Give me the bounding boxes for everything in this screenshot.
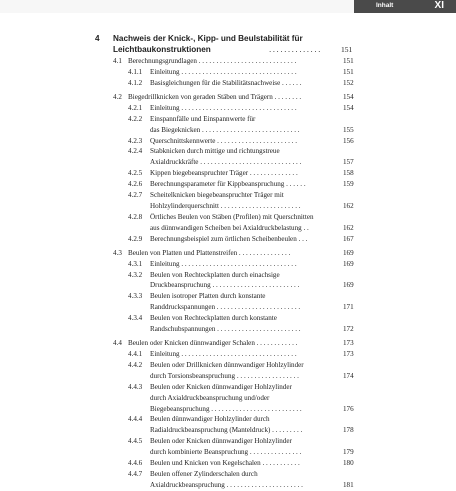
toc-entry-continuation xyxy=(0,480,456,491)
toc-entry-title: Beulen oder Drillknicken dünnwandiger Hohlzylinder xyxy=(150,360,304,369)
toc-entry-page: 169 xyxy=(343,281,354,290)
toc-entry-title: durch Axialdruckbeanspruchung und/oder xyxy=(150,393,270,402)
toc-entry-number: 4.4.3 xyxy=(128,382,143,391)
toc-entry-number: 4.3 xyxy=(113,248,122,257)
toc-entry-title: Querschnittskennwerte . . . . . . . . . . . . . . . . . . . . . . . xyxy=(150,136,297,145)
toc-entry-number: 4.4.6 xyxy=(128,459,143,467)
toc-entry-number: 4.2.9 xyxy=(128,234,143,243)
toc-entry-title: Druckbeanspruchung . . . . . . . . . . . . . . . . . . . . . . . . . xyxy=(150,281,300,290)
toc-entry-continuation xyxy=(0,125,456,136)
toc-entry-title: Berechnungsgrundlagen . . . . . . . . . . . . . . . . . . . . . . . . . . . . xyxy=(128,57,297,65)
toc-entry-page: 176 xyxy=(343,404,354,413)
toc-entry-number: 4.3.3 xyxy=(128,292,143,301)
toc-entry-continuation xyxy=(0,223,456,234)
toc-entry-page: 169 xyxy=(343,259,354,268)
toc-subsection-entry xyxy=(0,360,456,371)
toc-entry-title: Beulen von Rechteckplatten durch einachsige xyxy=(150,270,280,279)
chapter-number: 4 xyxy=(95,34,100,43)
toc-entry-page: 157 xyxy=(343,158,354,167)
toc-entry-title: durch Torsionsbeanspruchung . . . . . . . . . . . . . . . . . . xyxy=(150,371,299,380)
toc-entry-title: Beulen dünnwandiger Hohlzylinder durch xyxy=(150,415,270,424)
toc-entry-continuation xyxy=(0,302,456,313)
toc-entry-number: 4.1.2 xyxy=(128,78,143,87)
toc-subsection-entry xyxy=(0,168,456,179)
toc-entry-number: 4.2.5 xyxy=(128,169,143,178)
toc-entry-title: Scheitelknicken biegebeanspruchter Träger mit xyxy=(150,191,284,199)
toc-entry-title: Beulen von Rechteckplatten durch konstante xyxy=(150,314,277,323)
toc-entry-title: Einleitung . . . . . . . . . . . . . . . . . . . . . . . . . . . . . . . . . xyxy=(150,67,297,76)
toc-entry-number: 4.2 xyxy=(113,92,122,101)
toc-entry-page: 169 xyxy=(343,248,354,257)
toc-entry-title: Beulen und Knicken von Kegelschalen . . . . . . . . . . . xyxy=(150,459,300,467)
toc-section-entry xyxy=(0,248,456,259)
header-page-number: XI xyxy=(434,0,444,11)
toc-subsection-entry xyxy=(0,234,456,245)
toc-entry-page: 155 xyxy=(343,125,354,134)
toc-entry-title: Einspannfälle und Einspannwerte für xyxy=(150,114,256,123)
toc-subsection-entry xyxy=(0,103,456,114)
toc-subsection-entry xyxy=(0,212,456,223)
toc-subsection-entry xyxy=(0,190,456,201)
toc-entry-title: Randdruckspannungen . . . . . . . . . . . . . . . . . . . . . . . . xyxy=(150,303,301,312)
toc-subsection-entry xyxy=(0,136,456,147)
chapter-title-line1: Nachweis der Knick-, Kipp- und Beulstabilität für xyxy=(113,34,303,43)
toc-entry-title: Stabknicken durch mittige und richtungstreue xyxy=(150,147,280,156)
toc-entry-title: Basisgleichungen für die Stabilitätsnachweise . . . . . . xyxy=(150,78,302,87)
toc-entry-title: Biegebeanspruchung . . . . . . . . . . . . . . . . . . . . . . . . . . xyxy=(150,404,302,413)
toc-entry-page: 178 xyxy=(343,426,354,435)
toc-entry-page: 151 xyxy=(343,57,354,65)
toc-subsection-entry xyxy=(0,349,456,360)
chapter-page: 151 xyxy=(341,44,353,54)
toc-entry-number: 4.4 xyxy=(113,339,122,348)
toc-subsection-entry xyxy=(0,291,456,302)
toc-section-entry xyxy=(0,338,456,349)
toc-entry-title: Radialdruckbeanspruchung (Manteldruck) . . . . . . . . . xyxy=(150,426,303,435)
toc-subsection-entry xyxy=(0,469,456,480)
toc-entry-number: 4.1.1 xyxy=(128,67,143,76)
toc-entry-page: 179 xyxy=(343,448,354,457)
toc-entry-page: 162 xyxy=(343,223,354,232)
toc-subsection-entry xyxy=(0,259,456,270)
toc-entry-page: 167 xyxy=(343,234,354,243)
toc-entry-page: 152 xyxy=(343,78,354,87)
toc-entry-number: 4.2.8 xyxy=(128,212,143,221)
toc-entry-title: das Biegeknicken . . . . . . . . . . . . . . . . . . . . . . . . . . . . xyxy=(150,125,300,134)
toc-entry-page: 158 xyxy=(343,169,354,178)
toc-entry-continuation xyxy=(0,447,456,458)
toc-entry-title: Hohlzylinderquerschnitt . . . . . . . . . . . . . . . . . . . . . . . xyxy=(150,201,301,210)
toc-entry-page: 172 xyxy=(343,325,354,333)
toc-entry-page: 162 xyxy=(343,201,354,210)
toc-entry-page: 173 xyxy=(343,339,354,348)
toc-entry-title: Beulen isotroper Platten durch konstante xyxy=(150,292,266,301)
toc-entry-page: 180 xyxy=(343,459,354,467)
toc-entry-continuation xyxy=(0,201,456,212)
toc-entry-title: Einleitung . . . . . . . . . . . . . . . . . . . . . . . . . . . . . . . . . xyxy=(150,103,297,112)
toc-entry-number: 4.4.5 xyxy=(128,437,143,446)
toc-entry-number: 4.3.4 xyxy=(128,314,143,323)
toc-entry-number: 4.2.6 xyxy=(128,180,143,189)
toc-entry-title: Beulen oder Knicken dünnwandiger Hohlzylinder xyxy=(150,437,292,446)
toc-subsection-entry xyxy=(0,436,456,447)
toc-entry-page: 174 xyxy=(343,371,354,380)
toc-section-entry xyxy=(0,92,456,103)
toc-entry-number: 4.4.1 xyxy=(128,350,143,358)
toc-entry-number: 4.4.4 xyxy=(128,415,143,424)
toc-entry-title: Randschubspannungen . . . . . . . . . . . . . . . . . . . . . . . . xyxy=(150,325,301,333)
toc-entry-number: 4.2.1 xyxy=(128,103,143,112)
toc-subsection-entry xyxy=(0,146,456,157)
toc-entry-continuation xyxy=(0,157,456,168)
toc-subsection-entry xyxy=(0,179,456,190)
toc-entry-title: Axialdruckkräfte . . . . . . . . . . . . . . . . . . . . . . . . . . . . . xyxy=(150,158,302,167)
toc-entry-continuation xyxy=(0,404,456,415)
toc-entry-number: 4.2.2 xyxy=(128,114,143,123)
toc-entry-page: 171 xyxy=(343,303,354,312)
toc-entry-page: 151 xyxy=(343,67,354,76)
toc-entry-continuation xyxy=(0,280,456,291)
chapter-title-line2-text: Leichtbaukonstruktionen xyxy=(113,44,211,54)
toc-entry-title: Einleitung . . . . . . . . . . . . . . . . . . . . . . . . . . . . . . . . . xyxy=(150,350,297,358)
toc-entry-continuation xyxy=(0,393,456,404)
toc-entry-title: aus dünnwandigen Scheiben bei Axialdruckbelastung . . xyxy=(150,223,309,232)
toc-subsection-entry xyxy=(0,114,456,125)
toc-entry-page: 154 xyxy=(343,103,354,112)
toc-subsection-entry xyxy=(0,458,456,469)
toc-entry-continuation xyxy=(0,371,456,382)
toc-entry-page: 156 xyxy=(343,136,354,145)
toc-entry-number: 4.2.4 xyxy=(128,147,143,156)
toc-entry-title: Beulen von Platten und Plattenstreifen . . . . . . . . . . . . . . . xyxy=(128,248,291,257)
toc-entry-title: Beulen offener Zylinderschalen durch xyxy=(150,469,258,478)
toc-entry-page: 173 xyxy=(343,350,354,358)
toc-entry-title: Beulen oder Knicken dünnwandiger Schalen . . . . . . . . . . . . xyxy=(128,339,298,348)
toc-entry-page: 159 xyxy=(343,180,354,189)
toc-entry-title: Beulen oder Knicken dünnwandiger Hohlzylinder xyxy=(150,382,292,391)
toc-entry-number: 4.1 xyxy=(113,57,122,65)
toc-entry-title: Örtliches Beulen von Stäben (Profilen) mit Querschnitten xyxy=(150,212,314,221)
toc-entry-number: 4.3.2 xyxy=(128,270,143,279)
header-label: Inhalt xyxy=(376,2,394,9)
toc-entry-page: 154 xyxy=(343,92,354,101)
toc-section-entry xyxy=(0,56,456,67)
toc-entry-title: Berechnungsbeispiel zum örtlichen Scheibenbeulen . . . xyxy=(150,234,308,243)
toc-entry-title: Einleitung . . . . . . . . . . . . . . . . . . . . . . . . . . . . . . . . . xyxy=(150,259,297,268)
toc-subsection-entry xyxy=(0,78,456,89)
toc-subsection-entry xyxy=(0,313,456,324)
toc-subsection-entry xyxy=(0,382,456,393)
toc-entry-page: 181 xyxy=(343,480,354,489)
toc-entry-title: Biegedrillknicken von geraden Stäben und Trägern . . . . . . . . xyxy=(128,92,302,101)
toc-entry-title: Kippen biegebeanspruchter Träger . . . . . . . . . . . . . . xyxy=(150,169,298,178)
toc-entry-number: 4.4.2 xyxy=(128,360,143,369)
chapter-leader-dots: .............. xyxy=(269,44,322,54)
toc-entry-number: 4.3.1 xyxy=(128,259,143,268)
toc-subsection-entry xyxy=(0,414,456,425)
toc-entry-continuation xyxy=(0,324,456,335)
toc-entry-number: 4.2.3 xyxy=(128,136,143,145)
toc-entry-number: 4.2.7 xyxy=(128,191,143,199)
toc-entry-continuation xyxy=(0,425,456,436)
toc-entry-title: Axialdruckbeanspruchung . . . . . . . . . . . . . . . . . . . . . . xyxy=(150,480,303,489)
toc-subsection-entry xyxy=(0,67,456,78)
toc-subsection-entry xyxy=(0,270,456,281)
toc-entry-title: Berechnungsparameter für Kippbeanspruchung . . . . . . xyxy=(150,180,306,189)
toc-entry-number: 4.4.7 xyxy=(128,469,143,478)
toc-entry-title: durch kombinierte Beanspruchung . . . . . . . . . . . . . . . xyxy=(150,448,302,457)
